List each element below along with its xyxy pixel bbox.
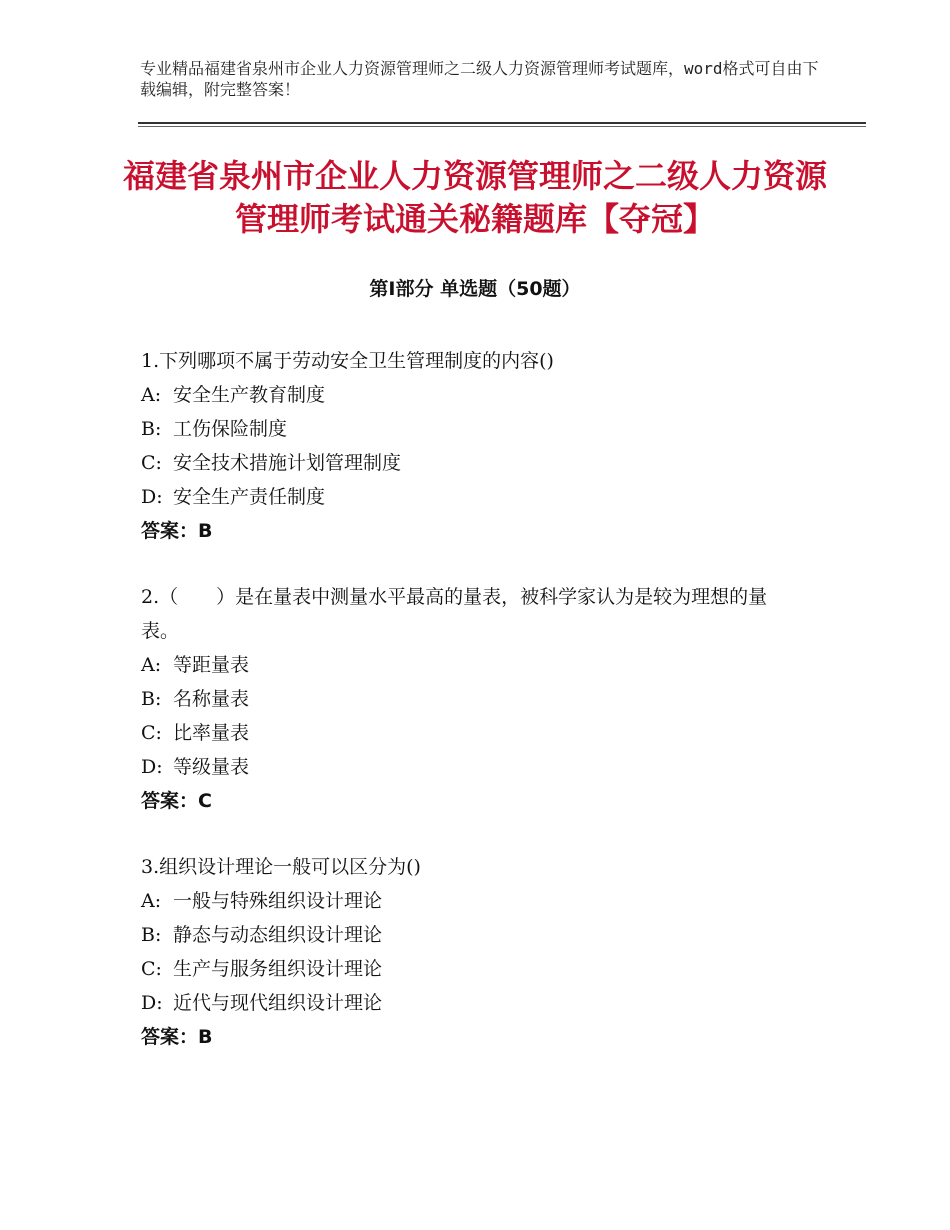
question-2 xyxy=(141,580,801,818)
option-text: 安全生产教育制度 xyxy=(173,384,326,406)
option-key: A: xyxy=(141,654,162,676)
option-text: 安全生产责任制度 xyxy=(173,486,326,508)
option-key: B: xyxy=(141,688,162,710)
document-title: 福建省泉州市企业人力资源管理师之二级人力资源管理师考试通关秘籍题库【夺冠】 xyxy=(122,157,827,238)
header-divider-thick xyxy=(138,122,866,124)
option-key: D: xyxy=(141,486,163,508)
option-text: 近代与现代组织设计理论 xyxy=(173,992,383,1014)
question-stem: 1.下列哪项不属于劳动安全卫生管理制度的内容() xyxy=(141,350,554,372)
option-a xyxy=(141,378,801,412)
option-b xyxy=(141,412,801,446)
option-text: 一般与特殊组织设计理论 xyxy=(173,890,383,912)
option-d xyxy=(141,750,801,784)
option-key: C: xyxy=(141,452,162,474)
header-note: 专业精品福建省泉州市企业人力资源管理师之二级人力资源管理师考试题库，word格式可自由下载编辑，附完整答案！ xyxy=(140,59,819,99)
answer-line: 答案：C xyxy=(141,790,212,812)
option-b xyxy=(141,918,801,952)
option-key: C: xyxy=(141,722,162,744)
option-d xyxy=(141,986,801,1020)
option-text: 静态与动态组织设计理论 xyxy=(173,924,383,946)
question-list xyxy=(141,344,801,1086)
question-1 xyxy=(141,344,801,548)
option-b xyxy=(141,682,801,716)
answer-line: 答案：B xyxy=(141,520,213,542)
option-text: 安全技术措施计划管理制度 xyxy=(173,452,402,474)
question-stem: 3.组织设计理论一般可以区分为() xyxy=(141,856,421,878)
option-text: 生产与服务组织设计理论 xyxy=(173,958,383,980)
option-d xyxy=(141,480,801,514)
option-c xyxy=(141,716,801,750)
option-a xyxy=(141,884,801,918)
option-c xyxy=(141,446,801,480)
option-text: 工伤保险制度 xyxy=(173,418,288,440)
question-3 xyxy=(141,850,801,1054)
section-title: 第Ⅰ部分 单选题（50题） xyxy=(369,278,581,300)
answer-line: 答案：B xyxy=(141,1026,213,1048)
option-key: A: xyxy=(141,890,162,912)
option-text: 名称量表 xyxy=(173,688,250,710)
option-c xyxy=(141,952,801,986)
option-key: C: xyxy=(141,958,162,980)
option-key: D: xyxy=(141,992,163,1014)
option-text: 等级量表 xyxy=(173,756,250,778)
option-key: D: xyxy=(141,756,163,778)
question-stem: 2.（ ）是在量表中测量水平最高的量表，被科学家认为是较为理想的量表。 xyxy=(141,586,768,642)
header-divider-thin xyxy=(138,126,866,127)
option-a xyxy=(141,648,801,682)
option-text: 等距量表 xyxy=(173,654,250,676)
option-key: B: xyxy=(141,924,162,946)
option-key: A: xyxy=(141,384,162,406)
option-key: B: xyxy=(141,418,162,440)
option-text: 比率量表 xyxy=(173,722,250,744)
